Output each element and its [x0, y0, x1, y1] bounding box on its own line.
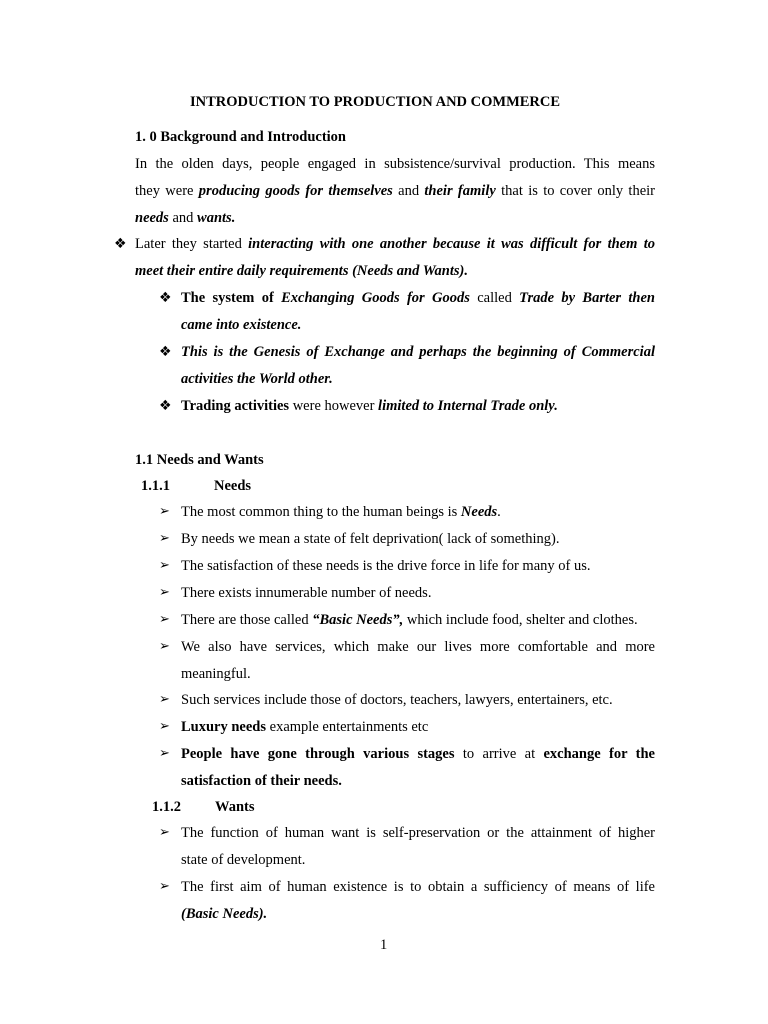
list-item: state of development. — [181, 852, 306, 868]
diamond-bullet-icon: ❖ — [159, 344, 172, 360]
list-item: satisfaction of their needs. — [181, 773, 342, 789]
list-item: By needs we mean a state of felt deprivation( lack of something). — [181, 531, 560, 547]
subsection-number: 1.1.2 — [152, 799, 181, 815]
list-item: The function of human want is self-preservation or the attainment of higher — [181, 825, 655, 841]
subsection-title: Wants — [215, 799, 255, 815]
arrow-bullet-icon: ➢ — [159, 612, 170, 627]
bullet-text: Later they started interacting with one another because it was difficult for them to — [135, 236, 655, 252]
list-item: Such services include those of doctors, teachers, lawyers, entertainers, etc. — [181, 692, 613, 708]
list-item: The first aim of human existence is to obtain a sufficiency of means of life — [181, 879, 655, 895]
list-item: (Basic Needs). — [181, 906, 268, 922]
sub-bullet-text: activities the World other. — [181, 371, 333, 387]
list-item: meaningful. — [181, 666, 251, 682]
page-number: 1 — [380, 937, 388, 953]
subsection-number: 1.1.1 — [141, 478, 170, 494]
diamond-bullet-icon: ❖ — [159, 290, 172, 306]
list-item: The satisfaction of these needs is the drive force in life for many of us. — [181, 558, 591, 574]
section-heading-background: 1. 0 Background and Introduction — [135, 129, 346, 145]
list-item: Luxury needs example entertainments etc — [181, 719, 429, 735]
arrow-bullet-icon: ➢ — [159, 639, 170, 654]
sub-bullet-text: came into existence. — [181, 317, 302, 333]
paragraph-line: In the olden days, people engaged in subsistence/survival production. This means — [135, 156, 655, 172]
diamond-bullet-icon: ❖ — [159, 398, 172, 414]
list-item: There are those called “Basic Needs”, which include food, shelter and clothes. — [181, 612, 638, 628]
list-item: The most common thing to the human beings is Needs. — [181, 504, 501, 520]
bullet-text: meet their entire daily requirements (Needs and Wants). — [135, 263, 468, 279]
section-heading-needs-wants: 1.1 Needs and Wants — [135, 452, 264, 468]
sub-bullet-text: The system of Exchanging Goods for Goods called Trade by Barter then — [181, 290, 655, 306]
arrow-bullet-icon: ➢ — [159, 719, 170, 734]
arrow-bullet-icon: ➢ — [159, 504, 170, 519]
paragraph-line: they were producing goods for themselves and their family that is to cover only their — [135, 183, 656, 199]
diamond-bullet-icon: ❖ — [114, 236, 127, 252]
arrow-bullet-icon: ➢ — [159, 558, 170, 573]
arrow-bullet-icon: ➢ — [159, 746, 170, 761]
list-item: We also have services, which make our lives more comfortable and more — [181, 639, 655, 655]
page-title: INTRODUCTION TO PRODUCTION AND COMMERCE — [190, 94, 561, 110]
paragraph-line: needs and wants. — [135, 210, 236, 226]
list-item: People have gone through various stages to arrive at exchange for the — [181, 746, 655, 762]
arrow-bullet-icon: ➢ — [159, 825, 170, 840]
subsection-title: Needs — [214, 478, 252, 494]
arrow-bullet-icon: ➢ — [159, 585, 170, 600]
list-item: There exists innumerable number of needs. — [181, 585, 432, 601]
sub-bullet-text: This is the Genesis of Exchange and perhaps the beginning of Commercial — [181, 344, 655, 360]
arrow-bullet-icon: ➢ — [159, 879, 170, 894]
sub-bullet-text: Trading activities were however limited to Internal Trade only. — [181, 398, 558, 414]
arrow-bullet-icon: ➢ — [159, 692, 170, 707]
arrow-bullet-icon: ➢ — [159, 531, 170, 546]
